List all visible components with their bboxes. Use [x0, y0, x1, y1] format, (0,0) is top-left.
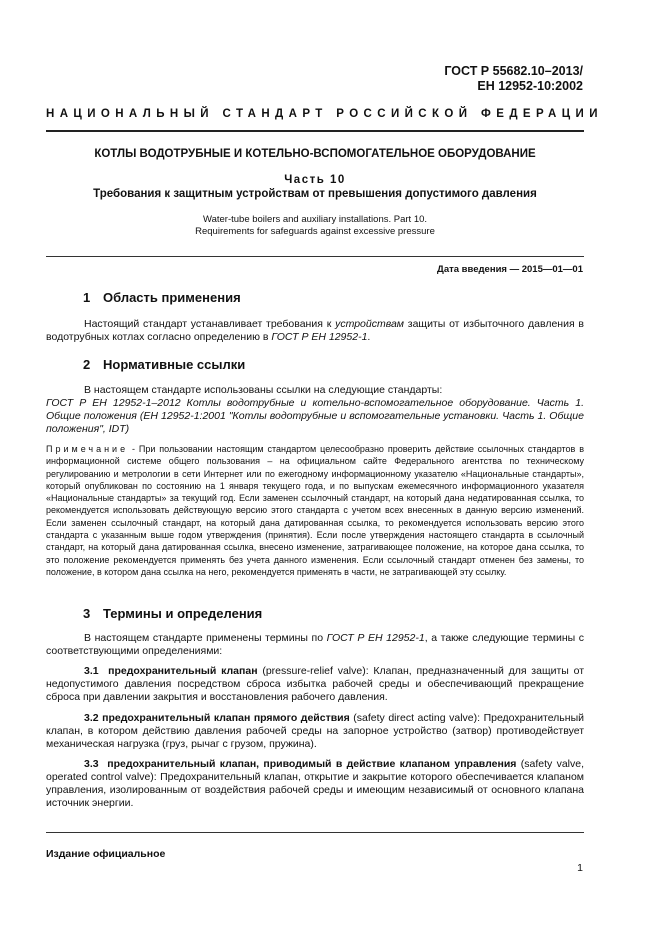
document-number [444, 64, 583, 94]
national-standard-banner: НАЦИОНАЛЬНЫЙ СТАНДАРТ РОССИЙСКОЙ ФЕДЕРАЦИИ [46, 108, 603, 120]
term-text: (safety valve, operated control valve): Предохранительный клапан, открытие и закрытие которого обеспечивается клапаном управления, изолированным от воздействия рабочей среды и имеющим независимый от основного клапана источник энергии. [46, 758, 584, 809]
section-number: 2 [83, 357, 91, 372]
term-name: предохранительный клапан [108, 665, 258, 677]
section-2-intro: В настоящем стандарте использованы ссылки на следующие стандарты: [84, 384, 443, 396]
english-title-line1: Water-tube boilers and auxiliary installations. Part 10. [202, 214, 428, 225]
standard-reference: ГОСТ Р ЕН 12952-1 [326, 632, 425, 644]
text-run: Настоящий стандарт устанавливает требования к [84, 318, 336, 330]
footer-divider [46, 832, 584, 833]
term-text: (safety direct acting valve): Предохранительный клапан, в котором действию давления рабочей среды на запорное устройство (затвор) противодействует механическая нагрузка (груз, рычаг с грузом, пружина). [46, 712, 584, 750]
normative-reference: ГОСТ Р ЕН 12952-1–2012 Котлы водотрубные и котельно-вспомогательное оборудование. Часть 1. Общие положения (ЕН 12952-1:2001 "Котлы водотрубные и вспомогательные установки. Часть 1. Общие положения", IDT) [46, 397, 584, 435]
english-title [46, 214, 584, 238]
official-edition: Издание официальное [46, 848, 166, 860]
term-definition [46, 665, 584, 704]
term-text: (pressure-relief valve): Клапан, предназначенный для защиты от недопустимого давления посредством сброса избытка рабочей среды и обеспечивающий прекращение сброса при давлении закрытия и восстановления рабочего давления. [46, 665, 585, 703]
term-number: 3.3 [84, 758, 99, 770]
reference-note [46, 443, 584, 578]
document-number-line1: ГОСТ Р 55682.10–2013/ [444, 64, 583, 78]
term-number: 3.2 [84, 712, 99, 724]
page-number: 1 [577, 862, 583, 874]
section-2-heading [83, 357, 245, 372]
term-number: 3.1 [84, 665, 99, 677]
term-definition [46, 712, 584, 751]
header-divider [46, 130, 584, 132]
section-1-paragraph [46, 318, 584, 344]
term-name: предохранительный клапан прямого действия [102, 712, 350, 724]
text-run: защиты от избыточного давления в водотрубных котлах согласно определению в [46, 318, 584, 343]
part-label: Часть 10 [284, 174, 346, 186]
text-run: В настоящем стандарте применены термины по [84, 632, 327, 644]
section-number: 1 [83, 290, 91, 305]
note-text: - При пользовании настоящим стандартом целесообразно проверить действие ссылочных стандартов в информационной системе общего пользования – на официальном сайте Федерального агентства по техническому регулированию и метрологии в сети Интернет или по ежегодному информационному указателю «Национальные стандарты», который опубликован по состоянию на 1 января текущего года, и по выпускам ежемесячного информационного указателя «Национальные стандарты» за текущий год. Если заменен ссылочный стандарт, на который дана недатированная ссылка, то рекомендуется использовать действующую версию этого стандарта с учетом всех внесенных в данную версию изменений. Если заменен ссылочный стандарт, на который дана датированная ссылка, то рекомендуется использовать версию этого стандарта с указанным выше годом утверждения (принятия). Если после утверждения настоящего стандарта в ссылочный стандарт, на который дана датированная ссылка, внесено изменение, затрагивающее положение, на которое дана ссылка, то это положение рекомендуется применять без учета данного изменения. Если ссылочный стандарт отменен без замены, то положение, в котором дана ссылка на него, рекомендуется применять в части, не затрагивающей эту ссылку. [46, 444, 584, 577]
document-number-line2: ЕН 12952-10:2002 [477, 79, 583, 93]
term-name: предохранительный клапан, приводимый в действие клапаном управления [107, 758, 517, 770]
text-run-italic: устройствам [335, 318, 404, 330]
section-3-heading [83, 606, 262, 621]
standard-title: КОТЛЫ ВОДОТРУБНЫЕ И КОТЕЛЬНО-ВСПОМОГАТЕЛЬНОЕ ОБОРУДОВАНИЕ [94, 148, 536, 160]
section-3-intro [46, 632, 584, 658]
section-title: Область применения [103, 290, 241, 305]
english-title-line2: Requirements for safeguards against excessive pressure [195, 226, 435, 237]
introduction-date: Дата введения — 2015—01—01 [437, 264, 583, 275]
term-definition [46, 758, 584, 810]
title-divider [46, 256, 584, 257]
note-label: Примечание [46, 444, 129, 454]
standard-subtitle: Требования к защитным устройствам от превышения допустимого давления [93, 188, 537, 200]
standard-reference: ГОСТ Р ЕН 12952-1 [271, 331, 368, 343]
section-1-heading [83, 290, 241, 305]
text-run: . [367, 331, 371, 343]
section-number: 3 [83, 606, 91, 621]
section-title: Термины и определения [103, 606, 263, 621]
section-title: Нормативные ссылки [103, 357, 246, 372]
text-run: , а также следующие термины с соответствующими определениями: [46, 632, 584, 657]
